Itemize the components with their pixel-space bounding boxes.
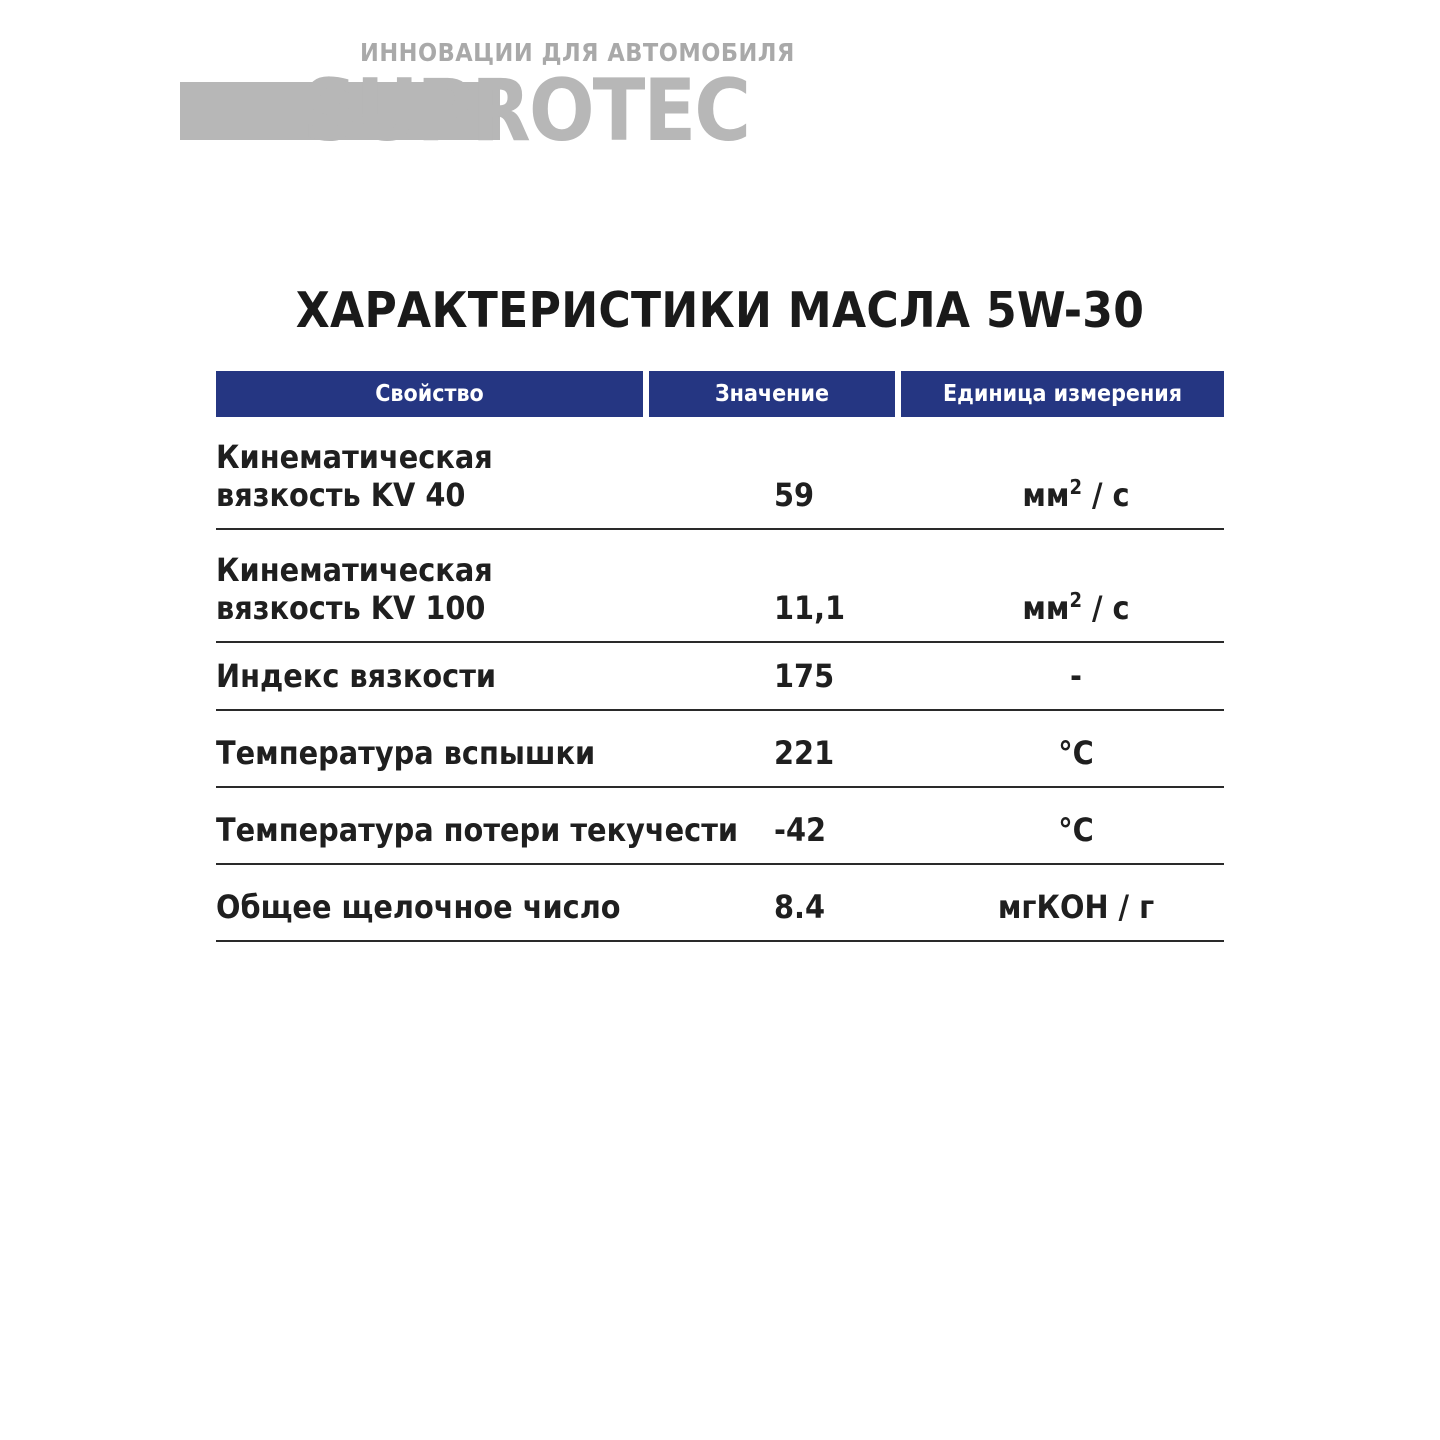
table-header (216, 371, 1224, 417)
property-cell: Индекс вязкости (216, 657, 497, 695)
table-row (216, 530, 1224, 643)
value-cell: 8.4 (774, 888, 825, 926)
property-cell: Температура вспышки (216, 734, 596, 772)
property-line: вязкость KV 40 (216, 476, 466, 514)
page-title: ХАРАКТЕРИСТИКИ МАСЛА 5W-30 (295, 282, 1145, 339)
value-cell: -42 (774, 811, 827, 849)
value-cell: 59 (774, 476, 815, 514)
property-cell: Общее щелочное число (216, 888, 621, 926)
column-header-unit: Единица измерения (901, 371, 1224, 417)
brand-logo (180, 38, 795, 161)
property-line: Кинематическая (216, 551, 493, 589)
table-row (216, 865, 1224, 942)
unit-cell: $мм^2$ / с (1022, 588, 1130, 627)
value-cell: 221 (774, 734, 835, 772)
property-cell: Температура потери текучести (216, 811, 739, 849)
unit-cell: $мм^2$ / с (1022, 475, 1130, 514)
column-header-property: Свойство (216, 371, 643, 417)
unit-cell: °С (1058, 734, 1094, 772)
unit-cell: мгКОН / г (997, 888, 1155, 926)
value-cell: 11,1 (774, 589, 846, 627)
brand-name: SUPROTEC (302, 61, 750, 161)
property-line: Кинематическая (216, 438, 493, 476)
value-cell: 175 (774, 657, 835, 695)
property-line: вязкость KV 100 (216, 589, 486, 627)
specs-table (216, 371, 1224, 942)
table-row (216, 788, 1224, 865)
table-row (216, 711, 1224, 788)
column-header-value: Значение (649, 371, 895, 417)
brand-tagline: ИННОВАЦИИ ДЛЯ АВТОМОБИЛЯ (360, 38, 795, 67)
property-cell (216, 438, 493, 514)
table-row (216, 643, 1224, 711)
table-row (216, 417, 1224, 530)
unit-cell: - (1070, 657, 1082, 695)
unit-cell: °С (1058, 811, 1094, 849)
property-cell (216, 551, 493, 627)
